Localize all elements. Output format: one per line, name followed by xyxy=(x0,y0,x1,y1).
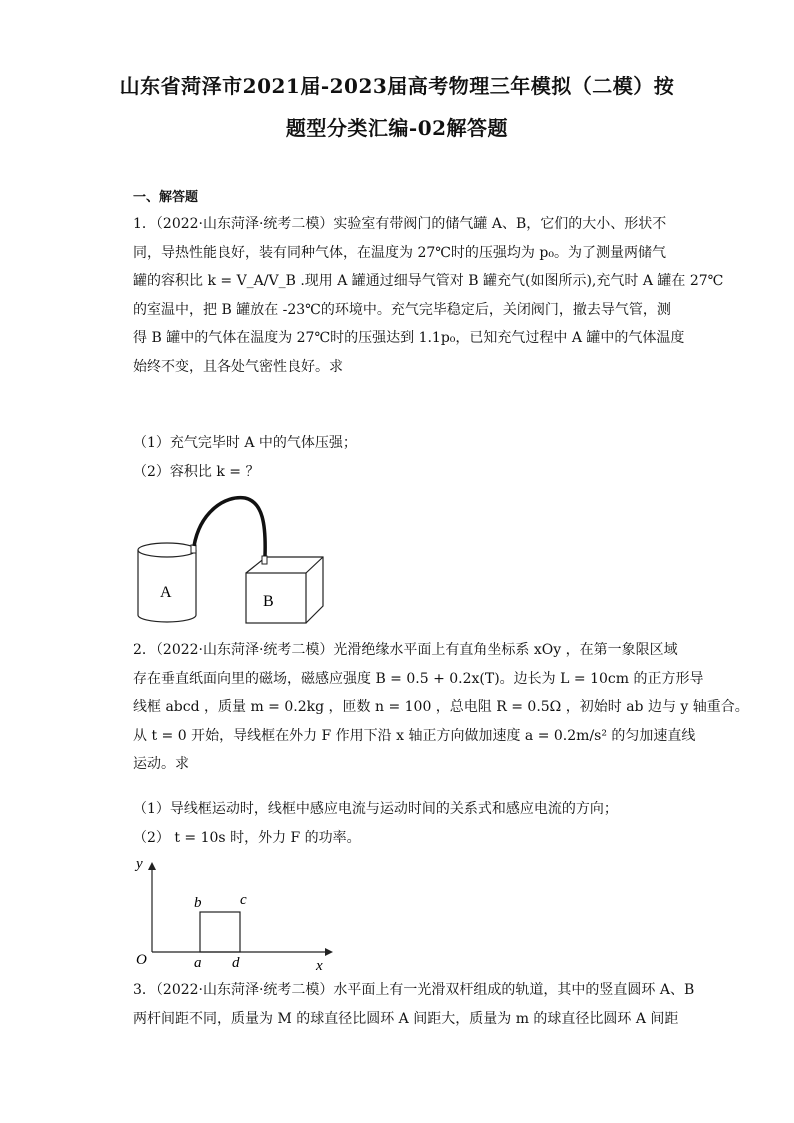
tank-b-label: B xyxy=(263,593,274,610)
question-2 xyxy=(133,636,749,779)
q2-line-5: 运动。求 xyxy=(133,756,189,772)
square-coil xyxy=(200,912,240,952)
q1-subquestion-2: （2）容积比 k = ？ xyxy=(133,464,260,480)
q2-line-3: 线框 abcd ，质量 m = 0.2kg ，匝数 n = 100 ，总电阻 R = 0.5Ω ，初始时 ab 边与 y 轴重合。 xyxy=(133,699,749,715)
q1-subquestion-1: （1）充气完毕时 A 中的气体压强； xyxy=(133,435,357,451)
tank-a-label: A xyxy=(160,584,172,601)
q2-subquestion-1: （1）导线框运动时，线框中感应电流与运动时间的关系式和感应电流的方向； xyxy=(133,801,618,817)
point-d-label: d xyxy=(232,955,240,971)
point-a-label: a xyxy=(194,955,202,971)
point-b-label: b xyxy=(194,895,202,911)
tank-a xyxy=(138,543,196,622)
question-1 xyxy=(133,210,724,381)
q1-line-6: 始终不变，且各处气密性良好。求 xyxy=(133,358,343,375)
question-3 xyxy=(133,976,695,1033)
document-title-line-2: 题型分类汇编-02解答题 xyxy=(285,116,509,140)
q1-line-1: 1．（2022·山东菏泽·统考二模）实验室有带阀门的储气罐 A、B，它们的大小、形状不 xyxy=(133,216,667,232)
coordinate-diagram xyxy=(130,852,340,974)
q2-line-4: 从 t = 0 开始，导线框在外力 F 作用下沿 x 轴正方向做加速度 a = 0.2m/s² 的匀加速直线 xyxy=(133,727,696,744)
q2-line-2: 存在垂直纸面向里的磁场，磁感应强度 B = 0.5 + 0.2x(T)。边长为 L = 10cm 的正方形导 xyxy=(133,670,704,687)
q2-subquestion-2: （2） t = 10s 时，外力 F 的功率。 xyxy=(133,830,361,846)
q1-line-5: 得 B 罐中的气体在温度为 27℃时的压强达到 1.1p₀，已知充气过程中 A 罐中的气体温度 xyxy=(133,330,685,346)
tank-b xyxy=(246,557,323,623)
tanks-diagram xyxy=(130,490,330,630)
document-title-line-1: 山东省菏泽市2021届-2023届高考物理三年模拟（二模）按 xyxy=(119,74,675,98)
q3-line-2: 两杆间距不同，质量为 M 的球直径比圆环 A 间距大，质量为 m 的球直径比圆环 A 间距 xyxy=(133,1010,679,1027)
gas-tube xyxy=(194,498,265,556)
y-axis-label: y xyxy=(136,856,143,872)
point-c-label: c xyxy=(240,892,247,908)
section-heading: 一、解答题 xyxy=(133,190,199,205)
x-axis-label: x xyxy=(316,958,323,974)
q1-line-3: 罐的容积比 k = V_A/V_B .现用 A 罐通过细导气管对 B 罐充气(如图所示),充气时 A 罐在 27℃ xyxy=(133,273,724,289)
q1-line-2: 同，导热性能良好，装有同种气体，在温度为 27℃时的压强均为 p₀。为了测量两储气 xyxy=(133,244,666,261)
y-axis-arrow-icon xyxy=(148,862,156,870)
q1-line-4: 的室温中，把 B 罐放在 -23℃的环境中。充气完毕稳定后，关闭阀门，撤去导气管，测 xyxy=(133,301,671,318)
valve-b xyxy=(262,556,267,564)
x-axis-arrow-icon xyxy=(325,948,333,956)
q3-line-1: 3．（2022·山东菏泽·统考二模）水平面上有一光滑双杆组成的轨道，其中的竖直圆环 A、B xyxy=(133,982,695,998)
origin-label: O xyxy=(136,952,147,968)
q2-line-1: 2．（2022·山东菏泽·统考二模）光滑绝缘水平面上有直角坐标系 xOy ，在第一象限区域 xyxy=(133,642,678,658)
